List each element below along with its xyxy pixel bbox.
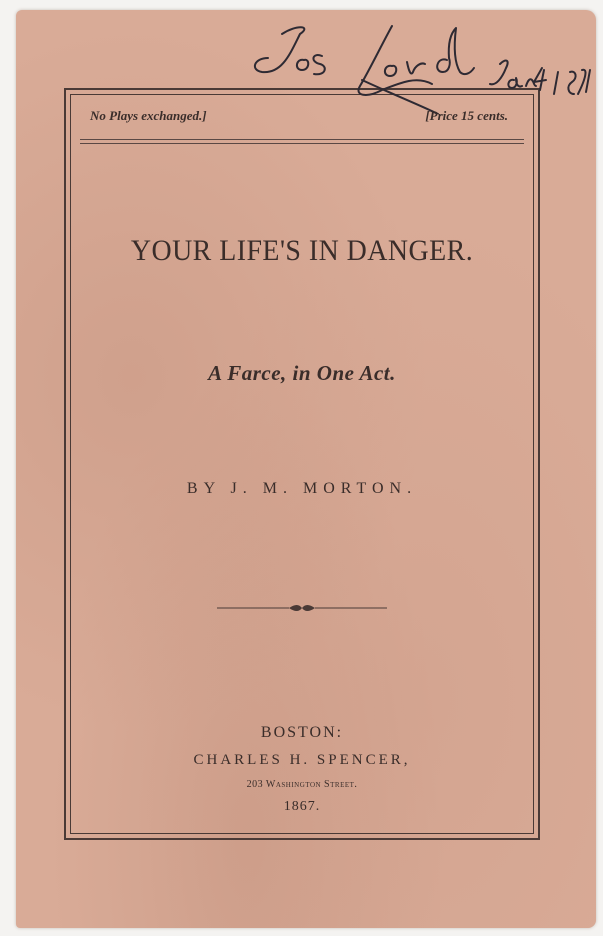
publisher-name: CHARLES H. SPENCER, — [193, 752, 411, 768]
publisher-address: 203 Washington Street. — [246, 779, 358, 790]
publisher-city: BOSTON: — [260, 724, 344, 741]
no-plays-exchanged-note: No Plays exchanged.] — [90, 108, 207, 123]
play-subtitle: A Farce, in One Act. — [208, 361, 396, 385]
price-note: [Price 15 cents. — [425, 108, 508, 123]
author-line: BY J. M. MORTON. — [186, 480, 418, 497]
cover-header — [90, 108, 508, 124]
publication-year: 1867. — [283, 799, 321, 814]
handwritten-inscription-signature — [242, 14, 592, 114]
header-divider-rule — [80, 139, 524, 144]
ornamental-rule — [217, 600, 387, 616]
play-title: YOUR LIFE'S IN DANGER. — [130, 234, 474, 267]
inner-border-frame — [70, 94, 534, 834]
